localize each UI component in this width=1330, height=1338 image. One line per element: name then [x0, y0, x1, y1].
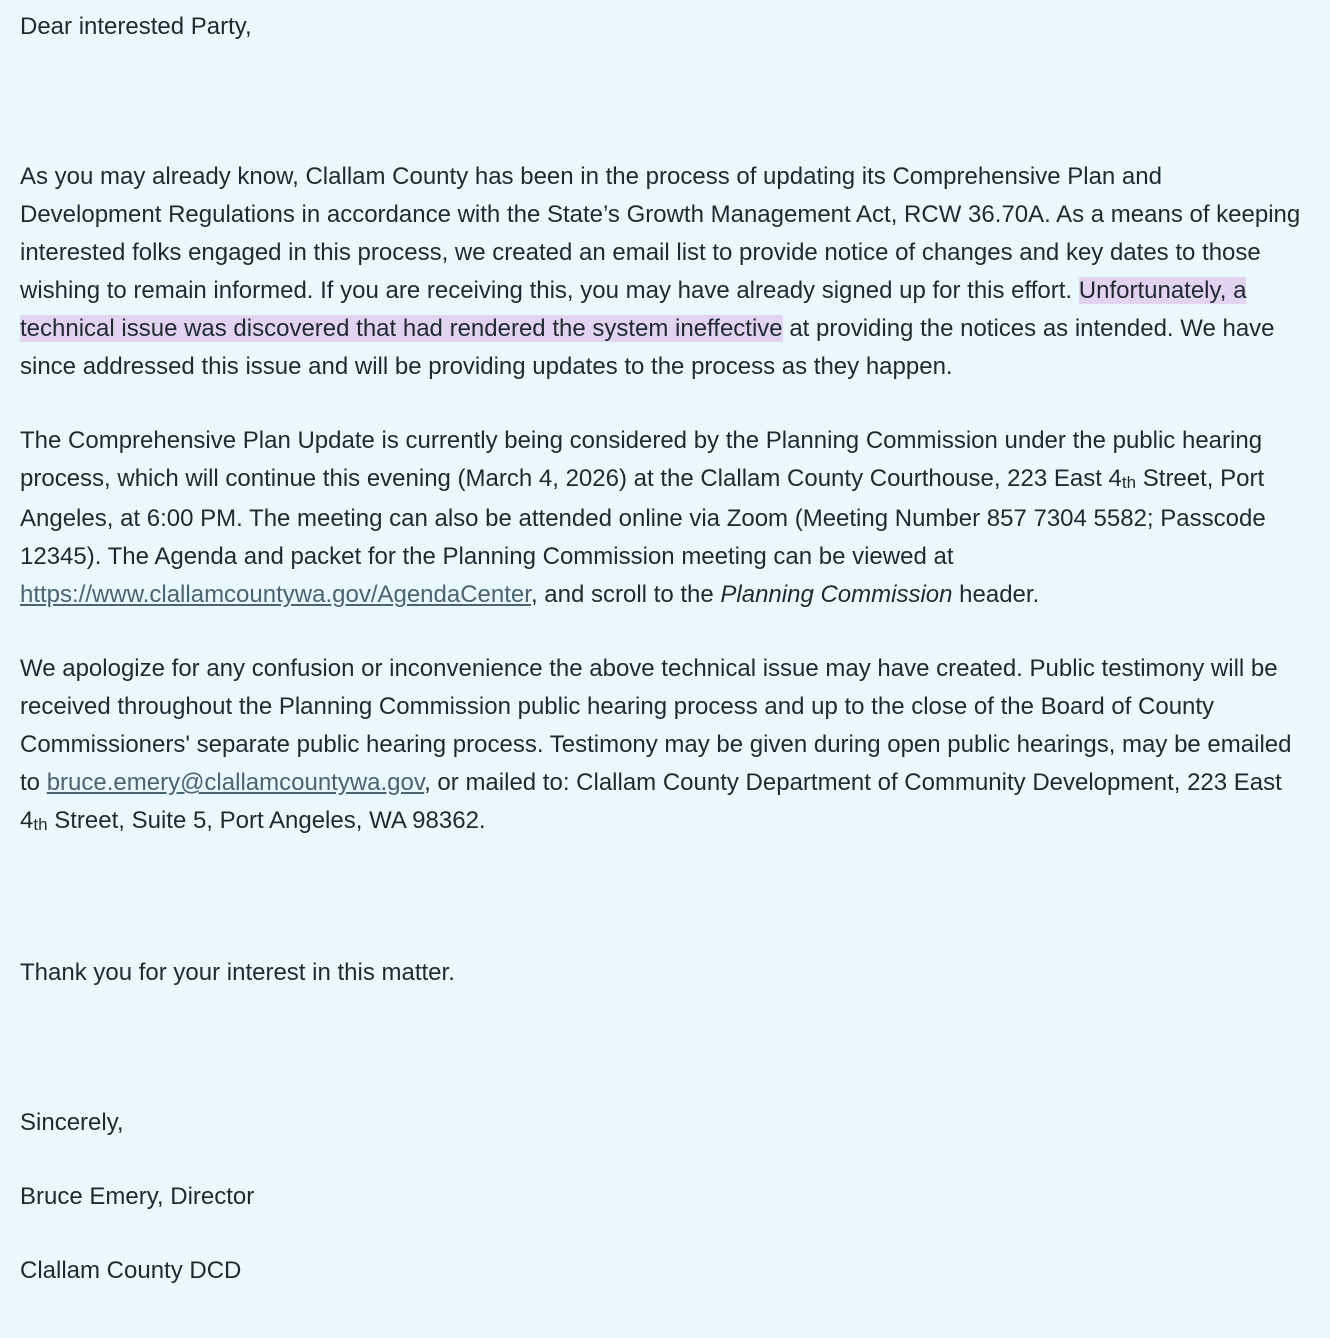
- email-link[interactable]: bruce.emery@clallamcountywa.gov: [46, 769, 425, 796]
- paragraph-hearing-text-d: header.: [952, 581, 1040, 608]
- paragraph-intro: [20, 158, 1310, 386]
- ordinal-suffix: th: [33, 815, 48, 834]
- salutation: Dear interested Party,: [20, 13, 252, 40]
- paragraph-hearing-text-a: The Comprehensive Plan Update is currently being considered by the Planning Commission under the public hearing process, which will continue this evening (March 4, 2026) at the Clallam County Courthouse, 223 East 4: [20, 427, 1263, 492]
- highlighted-text: Unfortunately, a technical issue was discovered that had rendered the system ineffective: [20, 277, 1247, 342]
- paragraph-hearing-text-b: Street, Port Angeles, at 6:00 PM. The meeting can also be attended online via Zoom (Meeting Number 857 7304 5582; Passcode 12345). The Agenda and packet for the Planning Commission meeting can be viewed at: [20, 465, 1266, 570]
- paragraph-intro-tail: at providing the notices as intended. We have since addressed this issue and will be providing updates to the process as they happen.: [20, 315, 1275, 380]
- ordinal-suffix: th: [1121, 473, 1137, 492]
- paragraph-hearing: [20, 422, 1310, 614]
- agenda-center-link[interactable]: https://www.clallamcountywa.gov/AgendaCenter: [20, 581, 531, 608]
- paragraph-apology: [20, 650, 1310, 842]
- paragraph-intro-lead: As you may already know, Clallam County has been in the process of updating its Comprehensive Plan and Development Regulations in accordance with the State’s Growth Management Act, RCW 36.70A. As a means of keeping interested folks engaged in this process, we created an email list to provide notice of changes and key dates to those wishing to remain informed. If you are receiving this, you may have already signed up for this effort.: [20, 163, 1301, 304]
- planning-commission-italic: Planning Commission: [720, 581, 953, 608]
- paragraph-apology-text-b: , or mailed to: Clallam County Department of Community Development, 223 East 4: [20, 769, 1282, 834]
- paragraph-apology-text-c: Street, Suite 5, Port Angeles, WA 98362.: [47, 807, 486, 834]
- paragraph-apology-text-a: We apologize for any confusion or inconvenience the above technical issue may have created. Public testimony will be received throughout the Planning Commission public hearing process and up to the close of the Board of County Commissioners' separate public hearing process. Testimony may be given during open public hearings, may be emailed to: [20, 655, 1292, 796]
- signer-name: Bruce Emery, Director: [20, 1183, 255, 1210]
- thanks-line: Thank you for your interest in this matter.: [20, 959, 455, 986]
- organization-name: Clallam County DCD: [20, 1257, 242, 1284]
- paragraph-hearing-text-c: , and scroll to the: [530, 581, 721, 608]
- closing: Sincerely,: [20, 1109, 124, 1136]
